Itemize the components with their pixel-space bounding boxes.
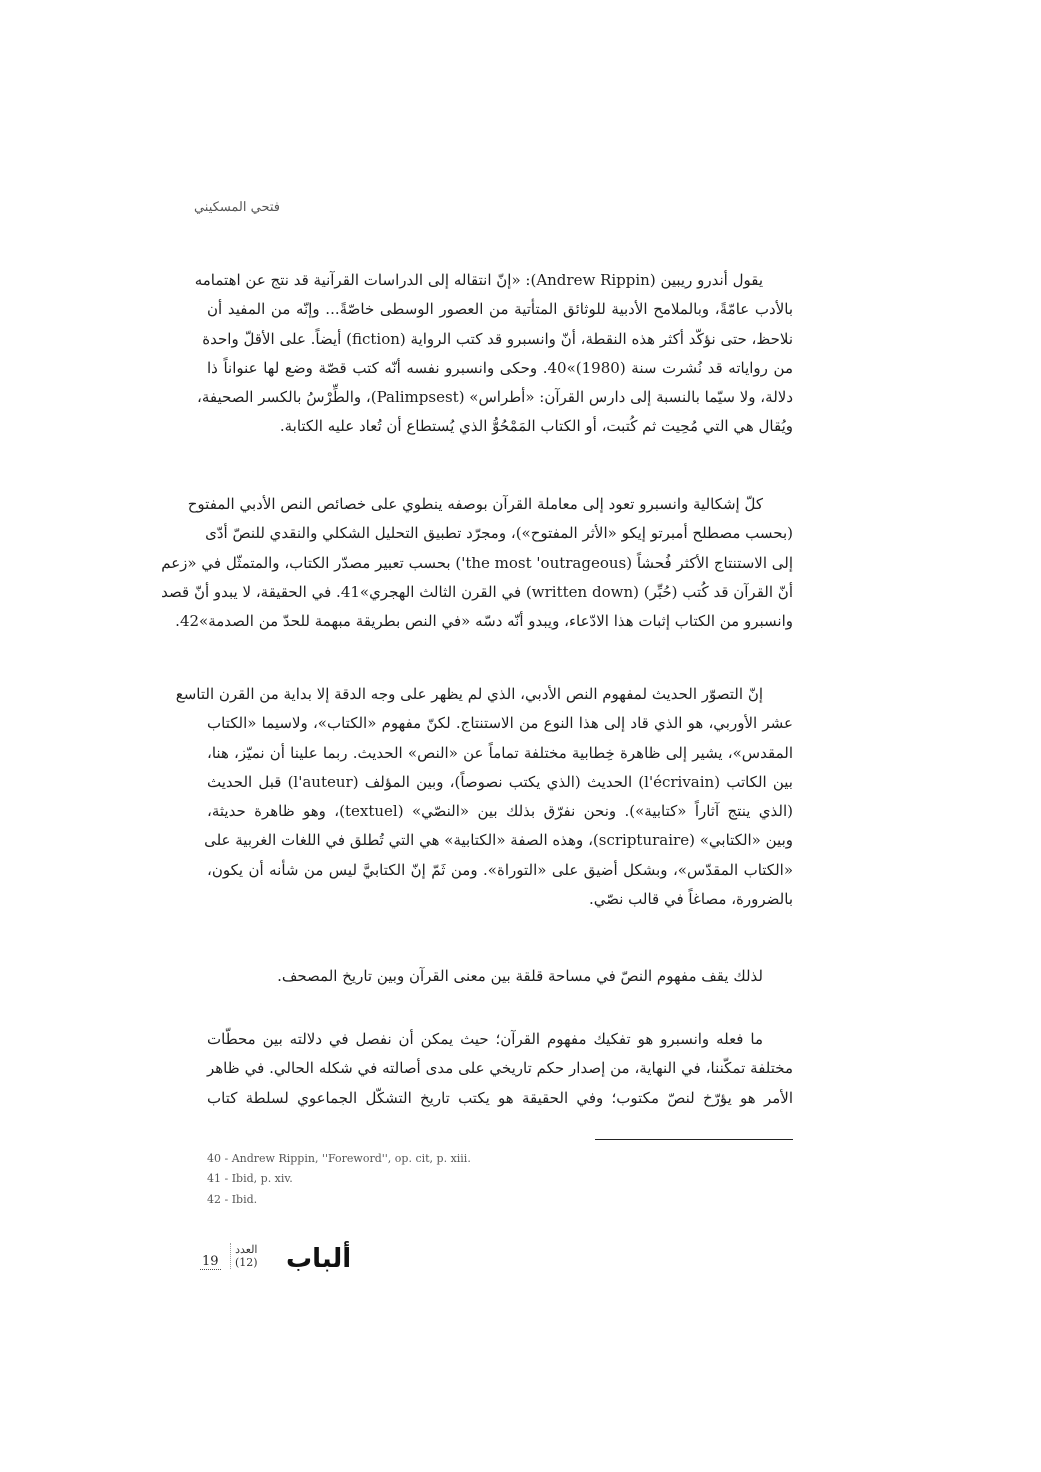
text-line: دلالة، ولا سيّما بالنسبة إلى دارس القرآن: «أطراس» (Palimpsest)، والطِّرْسُ بالكسر الصحيفة،: [197, 388, 793, 407]
text-line: بالضرورة، مصاغاً في قالب نصّي.: [588, 890, 793, 909]
footnote-41: 41 - Ibid, p. xiv.: [207, 1172, 293, 1185]
journal-logo: ألباب: [286, 1244, 352, 1274]
paragraph-3: [175, 680, 794, 914]
footnote-separator: [595, 1139, 793, 1140]
text-line: وبين «الكتابي» (scripturaire)، وهذه الصفة «الكتابية» هي التي تُطلق في اللغات الغربية على: [204, 831, 793, 850]
footnote-40: 40 - Andrew Rippin, ''Foreword'', op. cit, p. xiii.: [207, 1152, 471, 1165]
text-line: عشر الأوربي، هو الذي قاد إلى هذا النوع من الاستنتاج. لكنّ مفهوم «الكتاب»، ولاسيما «الكتاب: [207, 714, 793, 733]
paragraph-4: لذلك يقف مفهوم النصّ في مساحة قلقة بين معنى القرآن وبين تاريخ المصحف.: [277, 967, 763, 985]
paragraph-1: [194, 266, 793, 442]
text-line: (الذي ينتج آثاراً «كتابية»). ونحن نفرّق بذلك بين «النصّي» (textuel)، وهو ظاهرة حديثة،: [207, 802, 794, 821]
footnote-42: 42 - Ibid.: [207, 1193, 258, 1206]
text-line: كلّ إشكالية وانسبرو تعود إلى معاملة القرآن بوصفه ينطوي على خصائص النص الأدبي المفتوح: [187, 495, 763, 513]
issue-label: [230, 1243, 258, 1269]
running-header: فتحي المسكيني: [193, 200, 280, 215]
text-line: المقدس»، يشير إلى ظاهرة خِطابية مختلفة تماماً عن «النص» الحديث. ربما علينا أن نميّز، هنا،: [207, 743, 793, 762]
text-line: إلى الاستنتاج الأكثر فُحشاً (the most 'outrageous') بحسب تعبير مصدّر الكتاب، والمتمثّل في «زعم: [161, 553, 793, 572]
issue-word: العدد: [235, 1243, 258, 1256]
issue-number: (12): [235, 1256, 258, 1269]
text-line: ما فعله وانسبرو هو تفكيك مفهوم القرآن؛ حيث يمكن أن نفصل في دلالته بين محطّات: [207, 1030, 763, 1048]
text-line: «الكتاب المقدّس»، وبشكل أضيق على «التوراة». ومن ثَمّ إنّ الكتابيَّ ليس من شأنه أن يكون،: [207, 860, 793, 879]
page-number: 19: [202, 1254, 219, 1269]
text-line: مختلفة تمكّننا، في النهاية، من إصدار حكم تاريخي على مدى أصالته في شكله الحالي. في ظاهر: [207, 1059, 793, 1078]
text-line: وانسبرو من الكتاب إثبات هذا الادّعاء، ويبدو أنّه دسّه «في النص بطريقة مبهمة للحدّ من الصدمة»42.: [175, 612, 793, 631]
text-line: نلاحظ، حتى نؤكّد أكثر هذه النقطة، أنّ وانسبرو قد كتب الرواية (fiction) أيضاً. على الأقلّ واحدة: [202, 329, 793, 348]
text-line: الأمر هو يؤرّخ لنصّ مكتوب؛ وفي الحقيقة هو يكتب تاريخ التشكّل الجماعوي لسلطة كتاب: [207, 1088, 793, 1107]
text-line: ويُقال هي التي مُحِيت ثم كُتبت، أو الكتاب المَمْحُوُّ الذي يُستطاع أن تُعاد عليه الكتابة.: [279, 417, 793, 436]
text-line: يقول أندرو ريبين (Andrew Rippin): «إنّ انتقاله إلى الدراسات القرآنية قد نتج عن اهتمامه: [194, 271, 763, 289]
paragraph-2: [161, 490, 793, 636]
text-line: بين الكاتب (l'écrivain) الحديث (الذي يكتب نصوصاً)، وبين المؤلف (l'auteur) قبل الحديث: [207, 772, 793, 791]
text-line: إنّ التصوّر الحديث لمفهوم النص الأدبي، الذي لم يظهر على وجه الدقة إلا بداية من القرن التاسع: [175, 685, 763, 703]
page-footer: [200, 1240, 352, 1280]
paragraph-5: [207, 1025, 793, 1113]
text-line: من رواياته قد نُشرت سنة (1980)»40. وحكى وانسبرو نفسه أنّه كتب قصّة وضع لها عنواناً ذا: [207, 358, 793, 377]
text-line: (بحسب مصطلح أمبرتو إيكو «الأثر المفتوح»)، ومجرّد تطبيق التحليل الشكلي والنقدي للنصّ أدّى: [205, 524, 793, 543]
text-line: أنّ القرآن قد كُتب (حُبِّر) (written down) في القرن الثالث الهجري»41. في الحقيقة، لا يبدو أنّ قصد: [161, 582, 793, 601]
text-line: بالأدب عامّةً، وبالملامح الأدبية للوثائق المتأتية من العصور الوسطى خاصّةً... وإنّه من المفيد أن: [207, 300, 793, 319]
